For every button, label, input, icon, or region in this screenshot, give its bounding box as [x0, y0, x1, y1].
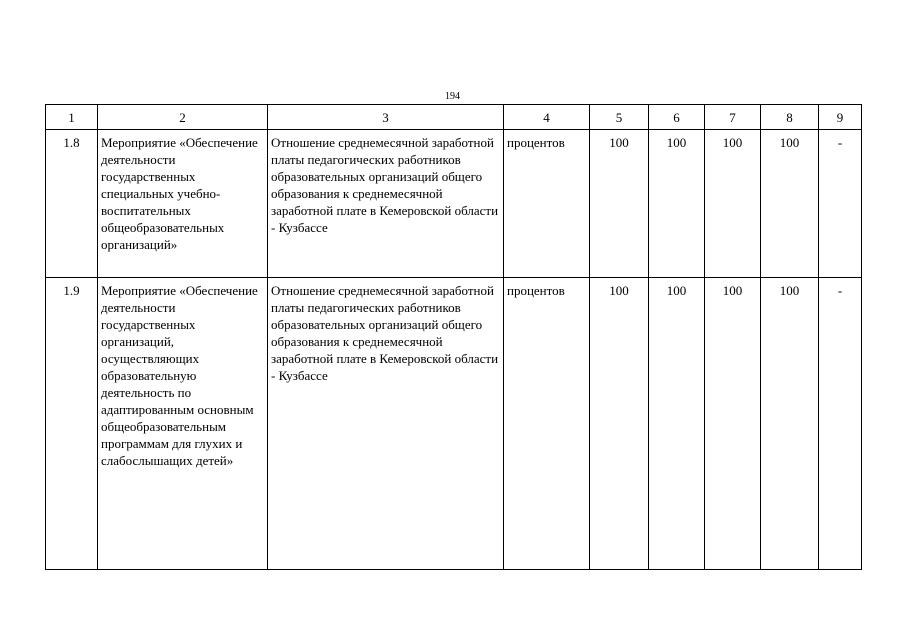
- row-number: 1.9: [46, 278, 98, 570]
- unit-cell: процентов: [504, 130, 590, 278]
- indicator-name: Отношение среднемесячной заработной платы педагогических работников образовательных организаций общего образования к среднемесячной заработной плате в Кемеровской области - Кузбассе: [268, 278, 504, 570]
- header-cell: 8: [761, 105, 819, 130]
- measure-name: Мероприятие «Обеспечение деятельности государственных организаций, осуществляющих образовательную деятельность по адаптированным основным общеобразовательным программам для глухих и слабослышащих детей»: [98, 278, 268, 570]
- value-cell-6: 100: [649, 278, 705, 570]
- table-row: [46, 278, 862, 570]
- value-cell-5: 100: [590, 130, 649, 278]
- indicator-name: Отношение среднемесячной заработной платы педагогических работников образовательных организаций общего образования к среднемесячной заработной плате в Кемеровской области - Кузбассе: [268, 130, 504, 278]
- value-cell-9: -: [819, 130, 862, 278]
- header-cell: 4: [504, 105, 590, 130]
- value-cell-6: 100: [649, 130, 705, 278]
- value-cell-7: 100: [705, 278, 761, 570]
- measure-name: Мероприятие «Обеспечение деятельности государственных специальных учебно-воспитательных общеобразовательных организаций»: [98, 130, 268, 278]
- header-cell: 2: [98, 105, 268, 130]
- header-cell: 1: [46, 105, 98, 130]
- header-cell: 6: [649, 105, 705, 130]
- value-cell-8: 100: [761, 130, 819, 278]
- value-cell-8: 100: [761, 278, 819, 570]
- header-cell: 7: [705, 105, 761, 130]
- indicators-table: [45, 104, 862, 570]
- page-number: 194: [445, 91, 460, 102]
- row-number: 1.8: [46, 130, 98, 278]
- unit-cell: процентов: [504, 278, 590, 570]
- table-row: [46, 130, 862, 278]
- table-header-row: [46, 105, 862, 130]
- value-cell-7: 100: [705, 130, 761, 278]
- value-cell-5: 100: [590, 278, 649, 570]
- header-cell: 3: [268, 105, 504, 130]
- header-cell: 9: [819, 105, 862, 130]
- value-cell-9: -: [819, 278, 862, 570]
- header-cell: 5: [590, 105, 649, 130]
